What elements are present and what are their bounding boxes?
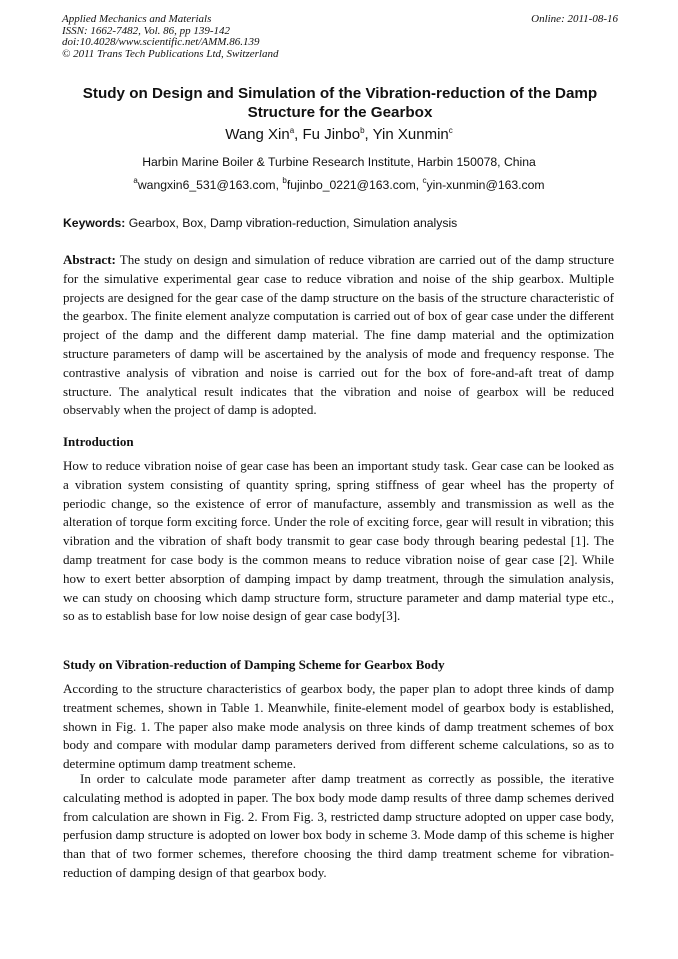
title-line-1: Study on Design and Simulation of the Vibration-reduction of the Damp xyxy=(82,85,598,102)
introduction-paragraph: How to reduce vibration noise of gear case has been an important study task. Gear case can be looked as a vibration system consisting of quantity spring, spring stiffness of gear wheel has the property of periodic change, so the existence of error of manufacture, assembly and transmission as well as the alteration of torque form exciting force. Under the role of exciting force, gear will result in vibration; this vibration and the vibration of shaft body transmit to gear case body through bearing pedestal [1]. The damp treatment for case body is the common means to reduce vibration noise of gear case [2]. While how to exert better absorption of damping impact by damp treatment, through the simulation analysis, we can study on choosing which damp structure form, structure parameter and damp material type etc., so as to establish base for low noise design of gear case body[3]. xyxy=(63,458,614,624)
email-address: yin-xunmin@163.com xyxy=(426,178,545,192)
email-address: wangxin6_531@163.com xyxy=(137,178,276,192)
keywords-label: Keywords: xyxy=(63,216,126,230)
journal-masthead xyxy=(62,14,618,60)
section-heading-study: Study on Vibration-reduction of Damping Scheme for Gearbox Body xyxy=(63,657,445,672)
section-heading-introduction: Introduction xyxy=(63,434,134,449)
study-paragraph-1: According to the structure characteristics of gearbox body, the paper plan to adopt three kinds of damp treatment schemes, shown in Table 1. Meanwhile, finite-element model of gearbox body is established, shown in Fig. 1. The paper also make mode analysis on three kinds of damp treatment schemes of box body and compare with modular damp parameters derived from different scheme calculations, so as to determine optimum damp treatment scheme. xyxy=(63,681,614,772)
email-mark: a xyxy=(133,176,138,185)
author-name: Yin Xunmin xyxy=(372,126,449,143)
abstract-text: The study on design and simulation of reduce vibration are carried out of the damp structure for the simulative experimental gear case to reduce vibration and noise of the ship gearbox. Multiple projects are designed for the gear case of the damp structure on the basis of the structure characteristic of the gearbox. The finite element analyze computation is carried out of box of gear case under the different project of the damp and the different damp material. The fine damp material and the optimization structure parameters of damp will be ascertained by the analysis of mode and frequency response. The contrastive analysis of vibration and noise is carried out for the box of fore-and-aft treat of damp structure. The analytical result indicates that the vibration and noise of gearbox will be reduced observably when the project of damp is adopted. xyxy=(63,252,614,418)
email-address: fujinbo_0221@163.com xyxy=(286,178,416,192)
issn-line: ISSN: 1662-7482, Vol. 86, pp 139-142 xyxy=(62,24,231,37)
author-affil-mark: b xyxy=(360,126,365,135)
author-name: Wang Xin xyxy=(225,126,290,143)
keywords-text: Gearbox, Box, Damp vibration-reduction, Simulation analysis xyxy=(128,216,458,230)
author-name: Fu Jinbo xyxy=(302,126,361,143)
abstract-label: Abstract: xyxy=(63,252,116,267)
email-list: $^a$wangxin6_531@163.com, $^b$fujinbo_0221@163.com, $^c$yin-xunmin@163.com xyxy=(133,176,545,192)
author-affil-mark: a xyxy=(289,126,295,135)
title-line-2: Structure for the Gearbox xyxy=(247,104,433,121)
affiliation: Harbin Marine Boiler & Turbine Research Institute, Harbin 150078, China xyxy=(142,155,536,169)
study-paragraph-2: In order to calculate mode parameter after damp treatment as correctly as possible, the iterative calculating method is adopted in paper. The box body mode damp results of three damp schemes derived from calculation are shown in Fig. 2. From Fig. 3, restricted damp structure adopted on upper case body, perfusion damp structure is adopted on lower box body in scheme 3. Mode damp of this scheme is higher than that of two former schemes, therefore choosing the third damp treatment scheme for vibration-reduction of damping design of that gearbox body. xyxy=(63,771,614,880)
doi-line: doi:10.4028/www.scientific.net/AMM.86.139 xyxy=(62,36,260,48)
online-date: Online: 2011-08-16 xyxy=(531,13,618,25)
journal-name: Applied Mechanics and Materials xyxy=(62,13,212,25)
keywords xyxy=(63,216,619,230)
email-mark: c xyxy=(422,176,427,185)
author-list: Wang Xin$^a$, Fu Jinbo$^b$, Yin Xunmin$^c$ xyxy=(225,126,453,143)
email-mark: b xyxy=(282,176,287,185)
author-affil-mark: c xyxy=(448,126,453,135)
copyright-line: © 2011 Trans Tech Publications Ltd, Switzerland xyxy=(62,47,279,60)
paper-title xyxy=(40,84,640,122)
abstract xyxy=(63,251,614,420)
